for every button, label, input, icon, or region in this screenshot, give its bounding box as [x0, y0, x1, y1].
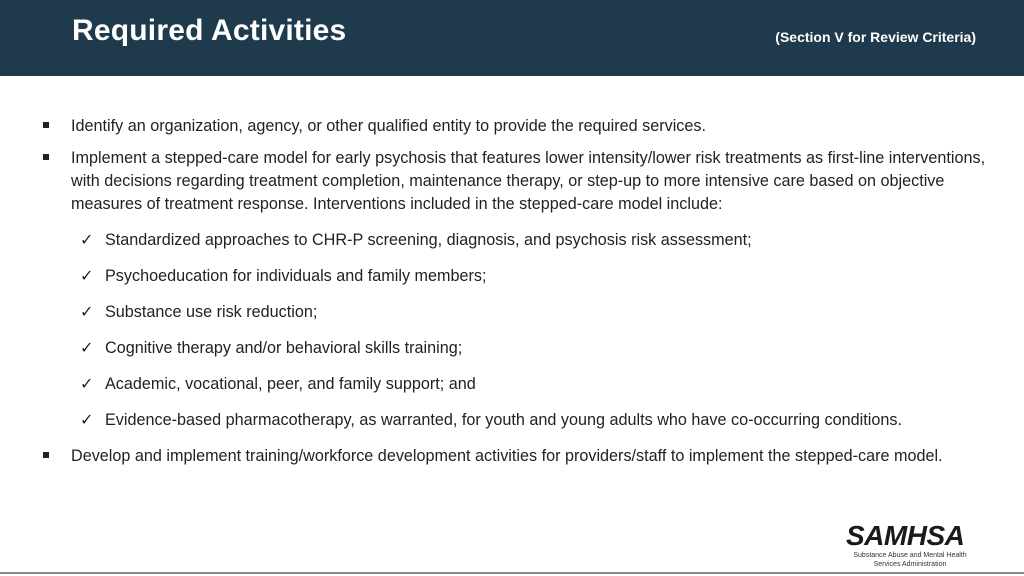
- checkmark-icon: ✓: [80, 412, 94, 429]
- bullet-text: Develop and implement training/workforce development activities for providers/staff to implement the stepped-care model.: [71, 447, 943, 465]
- samhsa-logo: [840, 520, 970, 570]
- checklist-text: Cognitive therapy and/or behavioral skills training;: [105, 339, 463, 357]
- checklist-text: Substance use risk reduction;: [105, 303, 318, 321]
- footer-divider: [0, 572, 1024, 574]
- checkmark-icon: ✓: [80, 376, 94, 393]
- square-bullet-icon: [43, 452, 49, 458]
- checkmark-icon: ✓: [80, 340, 94, 357]
- checklist-text: Evidence-based pharmacotherapy, as warranted, for youth and young adults who have co-occurring conditions.: [105, 411, 902, 429]
- checkmark-icon: ✓: [80, 304, 94, 321]
- checkmark-icon: ✓: [80, 268, 94, 285]
- checklist-text: Academic, vocational, peer, and family support; and: [105, 375, 476, 393]
- review-criteria-note: (Section V for Review Criteria): [775, 29, 976, 45]
- checklist-text: Psychoeducation for individuals and family members;: [105, 267, 487, 285]
- bullet-text: Implement a stepped-care model for early psychosis that features lower intensity/lower risk treatments as first-line interventions, with decisions regarding treatment completion, maintenance therapy, or step-up to more intensive care based on objective measures of treatment response. Interventions included in the stepped-care model include:: [71, 149, 986, 213]
- logo-wordmark: SAMHSA: [846, 520, 965, 551]
- bullet-text: Identify an organization, agency, or other qualified entity to provide the required services.: [71, 117, 706, 135]
- slide-header: [0, 0, 1024, 76]
- checklist-text: Standardized approaches to CHR-P screening, diagnosis, and psychosis risk assessment;: [105, 231, 752, 249]
- square-bullet-icon: [43, 154, 49, 160]
- logo-tagline: Substance Abuse and Mental Health Services Administration: [853, 552, 967, 568]
- square-bullet-icon: [43, 122, 49, 128]
- slide-title: Required Activities: [72, 14, 347, 47]
- checkmark-icon: ✓: [80, 232, 94, 249]
